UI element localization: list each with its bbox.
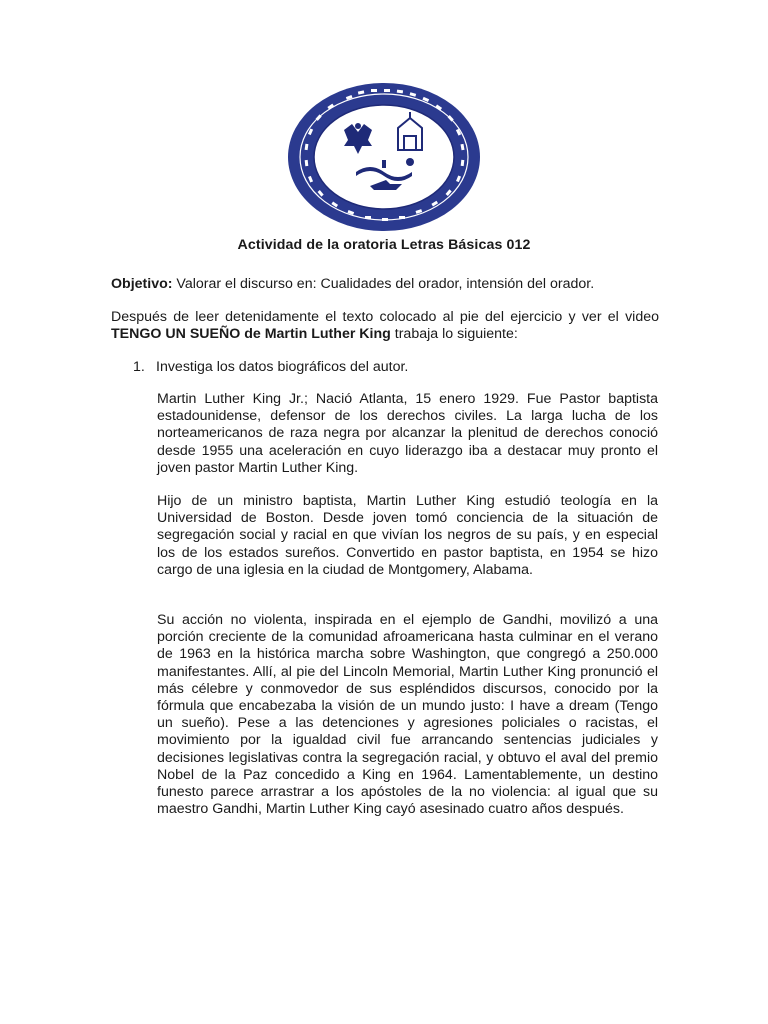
document-title: Actividad de la oratoria Letras Básicas 012 [237, 237, 531, 253]
biography-paragraph-1: Martin Luther King Jr.; Nació Atlanta, 15 enero 1929. Fue Pastor baptista estadounidense, defensor de los derechos civiles. La larga lucha de los norteamericanos de raza negra por alcanzar la plenitud de derechos conoció desde 1955 una aceleración en cuyo liderazgo iba a destacar muy pronto el joven pastor Martin Luther King. [157, 391, 658, 476]
institution-seal-logo [286, 82, 482, 232]
instructions-paragraph [111, 309, 659, 343]
instructions-text-part2: trabaja lo siguiente: [390, 326, 518, 343]
biography-paragraph-2: Hijo de un ministro baptista, Martin Luther King estudió teología en la Universidad de Boston. Desde joven tomó conciencia de la situación de segregación social y racial en que vivían los negros de su país, y en especial los de los estados sureños. Convertido en pastor baptista, en 1954 se hizo cargo de una iglesia en la ciudad de Montgomery, Alabama. [157, 493, 658, 578]
instructions-text-part1: Después de leer detenidamente el texto colocado al pie del ejercicio y ver el video [111, 309, 659, 325]
list-item-number: 1. [133, 359, 145, 375]
list-item [133, 359, 663, 376]
objective-text: Valorar el discurso en: Cualidades del orador, intensión del orador. [172, 276, 595, 292]
objective-label: Objetivo: [111, 276, 173, 292]
list-item-text: Investiga los datos biográficos del autor. [156, 359, 409, 375]
video-title: TENGO UN SUEÑO de Martin Luther King [111, 326, 391, 343]
biography-paragraph-3: Su acción no violenta, inspirada en el ejemplo de Gandhi, movilizó a una porción creciente de la comunidad afroamericana hasta culminar en el verano de 1963 en la histórica marcha sobre Washington, que congregó a 250.000 manifestantes. Allí, al pie del Lincoln Memorial, Martin Luther King pronunció el más célebre y conmovedor de sus espléndidos discursos, conocido por la fórmula que encabezaba la visión de un mundo justo: I have a dream (Tengo un sueño). Pese a las detenciones y agresiones policiales o racistas, el movimiento por la igualdad civil fue arrancando sentencias judiciales y decisiones legislativas contra la segregación racial, y obtuvo el aval del premio Nobel de la Paz concedido a King en 1964. Lamentablemente, un destino funesto parece arrastrar a los apóstoles de la no violencia: al igual que su maestro Gandhi, Martin Luther King cayó asesinado cuatro años después. [157, 612, 658, 818]
seal-emblem-icon [286, 82, 482, 232]
objective-paragraph [111, 276, 659, 293]
